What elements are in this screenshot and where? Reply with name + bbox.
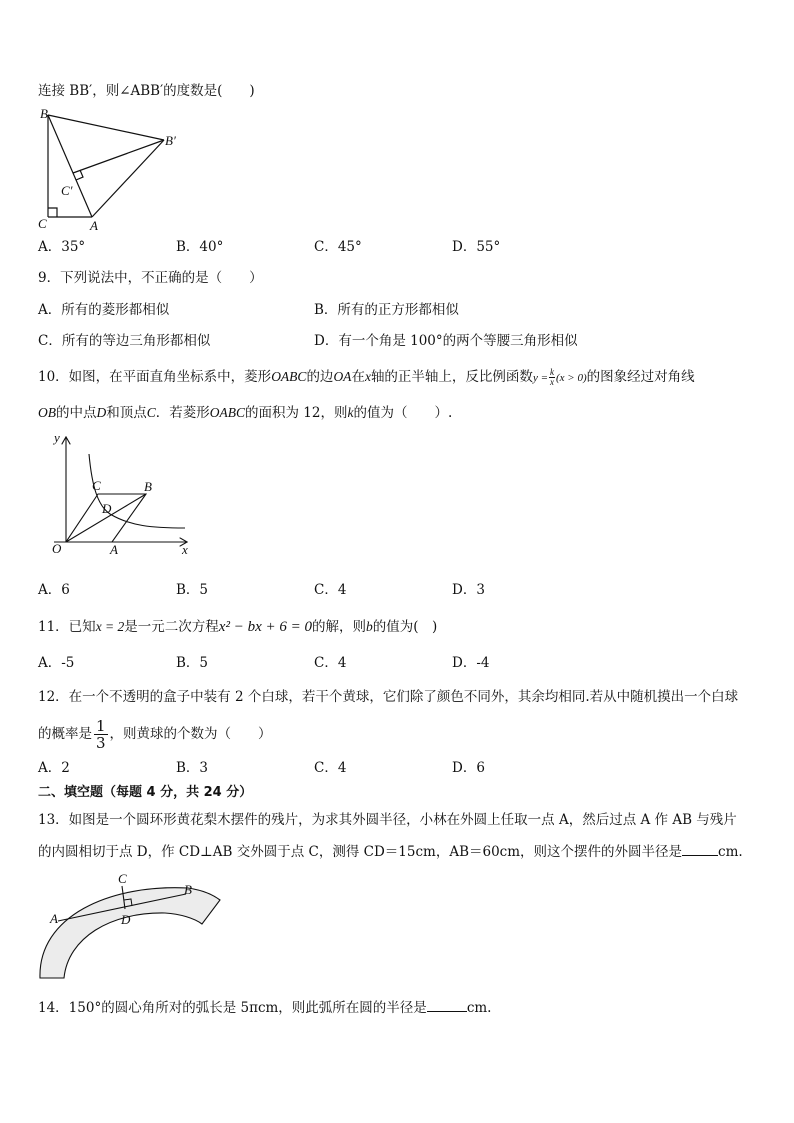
label-d: D [121, 912, 131, 927]
label-b: B [184, 882, 192, 897]
q9-option-a: A．所有的菱形都相似 [38, 302, 170, 318]
label-c: C [38, 216, 47, 231]
q10-text: 的值为（ ）. [353, 405, 453, 421]
q9-option-c: C．所有的等边三角形都相似 [38, 333, 211, 349]
q11-text: 是一元二次方程 [124, 619, 219, 635]
label-a: A [110, 542, 118, 557]
q11-stem [38, 617, 437, 637]
q12-option-b: B．3 [176, 760, 209, 776]
q14-stem [38, 998, 491, 1018]
q12-text: ，则黄球的个数为（ ） [109, 726, 272, 742]
q10-text: 的中点 [56, 405, 97, 421]
label-d: D [102, 501, 112, 516]
q11-option-a: A．-5 [38, 655, 75, 671]
section-2-heading: 二、填空题（每题 4 分，共 24 分） [38, 785, 253, 800]
q12-frac-den: 3 [96, 734, 106, 752]
q13-figure [30, 866, 230, 986]
q8-figure [30, 104, 190, 234]
label-b: B [144, 479, 152, 494]
q12-text: 的概率是 [38, 726, 92, 742]
q13-answer-blank[interactable] [682, 843, 718, 856]
ring-fragment [40, 888, 220, 978]
right-angle-mark-c [48, 208, 57, 217]
q13-stem-line1: 13．如图是一个圆环形黄花梨木摆件的残片，为求其外圆半径，小林在外圆上任取一点 A，然后过点 A 作 AB 与残片 [38, 812, 737, 828]
q10-math-ob: OB [38, 405, 56, 420]
q10-frac-den: x [550, 377, 554, 387]
segment-bbp [48, 115, 164, 140]
label-a: A [50, 911, 58, 926]
segment-abp [92, 140, 164, 217]
q12-option-c: C．4 [314, 760, 347, 776]
q12-option-a: A．2 [38, 760, 70, 776]
q8-option-d: D．55° [452, 239, 501, 255]
q11-math-equation: x² − bx + 6 = 0 [218, 619, 312, 635]
hyperbola-curve [89, 454, 185, 528]
q10-math-d: D [96, 405, 107, 420]
q8-option-b: B．40° [176, 239, 224, 255]
q10-stem-line1 [38, 367, 695, 388]
q13-stem-line2 [38, 842, 743, 862]
q10-math-oabc: OABC [271, 369, 307, 384]
q10-func-lhs: y = [532, 372, 548, 384]
q10-math-k: k [347, 405, 354, 420]
q9-option-d: D．有一个角是 100°的两个等腰三角形相似 [314, 333, 578, 349]
q10-figure [40, 432, 200, 562]
label-a: A [90, 218, 98, 233]
label-cp: C′ [61, 183, 73, 198]
q9-option-b: B．所有的正方形都相似 [314, 302, 459, 318]
q9-stem: 9．下列说法中，不正确的是（ ） [38, 270, 263, 286]
q10-text: 的图象经过对角线 [586, 369, 695, 385]
q12-frac-num: 1 [96, 717, 106, 735]
q11-option-d: D．-4 [452, 655, 490, 671]
label-y: y [54, 432, 60, 445]
q11-math-b: b [365, 619, 373, 634]
q10-option-b: B．5 [176, 582, 209, 598]
label-o: O [52, 541, 62, 556]
q10-text: 在 [351, 369, 365, 385]
q11-math-cond: x = 2 [95, 619, 125, 634]
q10-option-a: A．6 [38, 582, 70, 598]
q12-stem-line1: 12．在一个不透明的盒子中装有 2 个白球，若干个黄球，它们除了颜色不同外，其余均相同.若从中随机摸出一个白球 [38, 689, 739, 705]
q10-frac-num: k [550, 367, 554, 377]
q11-text: 11．已知 [38, 619, 96, 635]
q13-text: 的内圆相切于点 D，作 CD⊥AB 交外圆于点 C，测得 CD＝15cm，AB＝60cm，则这个摆件的外圆半径是 [38, 844, 683, 860]
q11-option-c: C．4 [314, 655, 347, 671]
q11-text: 的解，则 [311, 619, 366, 635]
q12-fraction [94, 718, 108, 751]
q14-answer-blank[interactable] [427, 999, 467, 1012]
q10-math-oabc: OABC [209, 405, 246, 420]
q10-text: 的面积为 12，则 [245, 405, 348, 421]
q10-math-x: x [364, 369, 371, 384]
q14-text: 14．150°的圆心角所对的弧长是 5πcm，则此弧所在圆的半径是 [38, 1000, 427, 1016]
q11-text: 的值为( ) [372, 619, 438, 635]
q10-fraction [549, 368, 555, 387]
q10-text: 轴的正半轴上，反比例函数 [370, 369, 533, 385]
q14-text: cm. [466, 1000, 492, 1016]
label-c: C [92, 478, 101, 493]
segment-ba [48, 115, 92, 217]
q8-option-c: C．45° [314, 239, 362, 255]
q10-text: 10．如图，在平面直角坐标系中，菱形 [38, 369, 272, 385]
q13-text: cm. [718, 844, 743, 860]
q12-stem-line2 [38, 718, 272, 751]
segment-cpbp [73, 140, 164, 173]
label-c: C [118, 871, 127, 886]
label-b: B [40, 106, 48, 121]
q10-math-oa: OA [333, 369, 352, 384]
q12-option-d: D．6 [452, 760, 485, 776]
q8-option-a: A．35° [38, 239, 86, 255]
q10-stem-line2 [38, 403, 452, 423]
q10-text: 的边 [306, 369, 334, 385]
q10-option-d: D．3 [452, 582, 485, 598]
q10-option-c: C．4 [314, 582, 347, 598]
q10-text: ．若菱形 [155, 405, 210, 421]
q10-math-c: C [146, 405, 156, 420]
q8-stem: 连接 BB′，则∠ABB′的度数是( ) [38, 83, 255, 99]
q11-option-b: B．5 [176, 655, 209, 671]
label-bp: B′ [165, 133, 176, 148]
label-x: x [182, 542, 188, 557]
q10-func-cond: (x > 0) [556, 372, 587, 384]
q10-text: 和顶点 [106, 405, 147, 421]
